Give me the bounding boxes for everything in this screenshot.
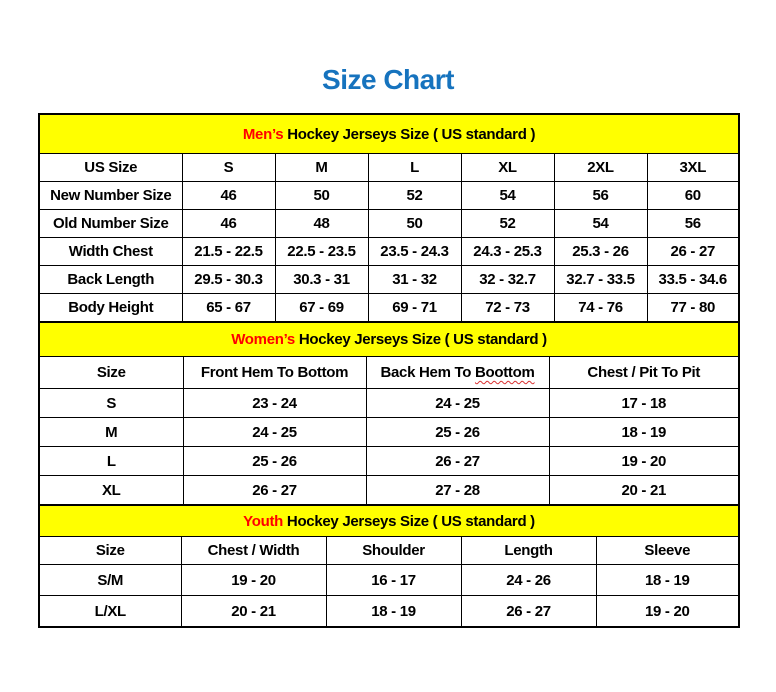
youth-column-header: Chest / Width — [181, 537, 326, 565]
youth-row-label: S/M — [39, 565, 181, 596]
womens-table-row — [39, 476, 739, 506]
mens-column-header: S — [182, 154, 275, 182]
womens-table-row — [39, 418, 739, 447]
youth-data-cell: 18 - 19 — [596, 565, 739, 596]
mens-table-row — [39, 266, 739, 294]
youth-data-cell: 19 - 20 — [596, 596, 739, 628]
mens-row-label: Old Number Size — [39, 210, 182, 238]
mens-table-row — [39, 182, 739, 210]
youth-banner-text: Hockey Jerseys Size ( US standard ) — [283, 512, 535, 530]
mens-data-cell: 26 - 27 — [647, 238, 739, 266]
mens-data-cell: 48 — [275, 210, 368, 238]
womens-data-cell: 24 - 25 — [183, 418, 366, 447]
mens-column-header: M — [275, 154, 368, 182]
womens-data-cell: 24 - 25 — [366, 389, 549, 418]
mens-size-table — [38, 113, 740, 323]
youth-header-row — [39, 537, 739, 565]
mens-data-cell: 22.5 - 23.5 — [275, 238, 368, 266]
mens-data-cell: 32.7 - 33.5 — [554, 266, 647, 294]
youth-data-cell: 19 - 20 — [181, 565, 326, 596]
mens-section-banner — [39, 114, 739, 154]
mens-row-label: New Number Size — [39, 182, 182, 210]
mens-data-cell: 56 — [554, 182, 647, 210]
womens-section-banner — [39, 322, 739, 357]
mens-data-cell: 50 — [275, 182, 368, 210]
womens-size-table — [38, 321, 740, 506]
mens-column-header: XL — [461, 154, 554, 182]
mens-data-cell: 21.5 - 22.5 — [182, 238, 275, 266]
mens-row-label: Back Length — [39, 266, 182, 294]
youth-data-cell: 26 - 27 — [461, 596, 596, 628]
youth-row-label: L/XL — [39, 596, 181, 628]
womens-banner-highlight: Women’s — [231, 331, 295, 348]
youth-section-banner — [39, 505, 739, 537]
mens-data-cell: 65 - 67 — [182, 294, 275, 323]
misspelled-word: Boottom — [474, 364, 535, 381]
youth-banner-highlight: Youth — [243, 512, 284, 530]
youth-column-header: Shoulder — [326, 537, 461, 565]
womens-data-cell: 23 - 24 — [183, 389, 366, 418]
mens-data-cell: 33.5 - 34.6 — [647, 266, 739, 294]
womens-table-row — [39, 389, 739, 418]
mens-column-header: 3XL — [647, 154, 739, 182]
youth-column-header: Length — [461, 537, 596, 565]
youth-size-table — [38, 504, 740, 628]
mens-header-row — [39, 154, 739, 182]
size-tables-container — [38, 113, 738, 628]
youth-data-cell: 20 - 21 — [181, 596, 326, 628]
mens-table-row — [39, 210, 739, 238]
womens-data-cell: 18 - 19 — [549, 418, 739, 447]
womens-column-header: Size — [39, 357, 183, 389]
mens-row-label: Width Chest — [39, 238, 182, 266]
youth-column-header: Sleeve — [596, 537, 739, 565]
womens-row-label: M — [39, 418, 183, 447]
mens-data-cell: 69 - 71 — [368, 294, 461, 323]
mens-table-row — [39, 238, 739, 266]
womens-data-cell: 26 - 27 — [183, 476, 366, 506]
mens-data-cell: 67 - 69 — [275, 294, 368, 323]
mens-data-cell: 30.3 - 31 — [275, 266, 368, 294]
mens-column-header: US Size — [39, 154, 182, 182]
mens-data-cell: 32 - 32.7 — [461, 266, 554, 294]
youth-table-row — [39, 565, 739, 596]
womens-row-label: S — [39, 389, 183, 418]
mens-data-cell: 60 — [647, 182, 739, 210]
mens-data-cell: 46 — [182, 210, 275, 238]
mens-banner-highlight: Men’s — [242, 125, 284, 143]
womens-data-cell: 25 - 26 — [183, 447, 366, 476]
womens-column-header: Chest / Pit To Pit — [549, 357, 739, 389]
womens-header-row — [39, 357, 739, 389]
womens-data-cell: 17 - 18 — [549, 389, 739, 418]
womens-column-header: Back Hem To Boottom — [366, 357, 549, 389]
mens-data-cell: 72 - 73 — [461, 294, 554, 323]
mens-data-cell: 31 - 32 — [368, 266, 461, 294]
mens-data-cell: 52 — [461, 210, 554, 238]
womens-row-label: L — [39, 447, 183, 476]
womens-data-cell: 27 - 28 — [366, 476, 549, 506]
mens-data-cell: 23.5 - 24.3 — [368, 238, 461, 266]
youth-table-row — [39, 596, 739, 628]
mens-data-cell: 29.5 - 30.3 — [182, 266, 275, 294]
womens-data-cell: 19 - 20 — [549, 447, 739, 476]
youth-data-cell: 18 - 19 — [326, 596, 461, 628]
mens-data-cell: 77 - 80 — [647, 294, 739, 323]
womens-row-label: XL — [39, 476, 183, 506]
youth-column-header: Size — [39, 537, 181, 565]
mens-data-cell: 46 — [182, 182, 275, 210]
mens-table-row — [39, 294, 739, 323]
womens-banner-row — [39, 322, 739, 357]
mens-data-cell: 56 — [647, 210, 739, 238]
youth-banner-row — [39, 505, 739, 537]
mens-data-cell: 24.3 - 25.3 — [461, 238, 554, 266]
youth-data-cell: 24 - 26 — [461, 565, 596, 596]
page-title: Size Chart — [322, 64, 454, 95]
mens-banner-row — [39, 114, 739, 154]
mens-data-cell: 54 — [554, 210, 647, 238]
womens-banner-text: Hockey Jerseys Size ( US standard ) — [294, 331, 547, 348]
womens-data-cell: 20 - 21 — [549, 476, 739, 506]
mens-row-label: Body Height — [39, 294, 182, 323]
mens-banner-text: Hockey Jerseys Size ( US standard ) — [283, 125, 536, 143]
mens-data-cell: 50 — [368, 210, 461, 238]
womens-column-header: Front Hem To Bottom — [183, 357, 366, 389]
mens-column-header: 2XL — [554, 154, 647, 182]
womens-table-row — [39, 447, 739, 476]
womens-data-cell: 26 - 27 — [366, 447, 549, 476]
mens-data-cell: 52 — [368, 182, 461, 210]
mens-data-cell: 54 — [461, 182, 554, 210]
mens-data-cell: 25.3 - 26 — [554, 238, 647, 266]
youth-data-cell: 16 - 17 — [326, 565, 461, 596]
womens-data-cell: 25 - 26 — [366, 418, 549, 447]
mens-data-cell: 74 - 76 — [554, 294, 647, 323]
mens-column-header: L — [368, 154, 461, 182]
